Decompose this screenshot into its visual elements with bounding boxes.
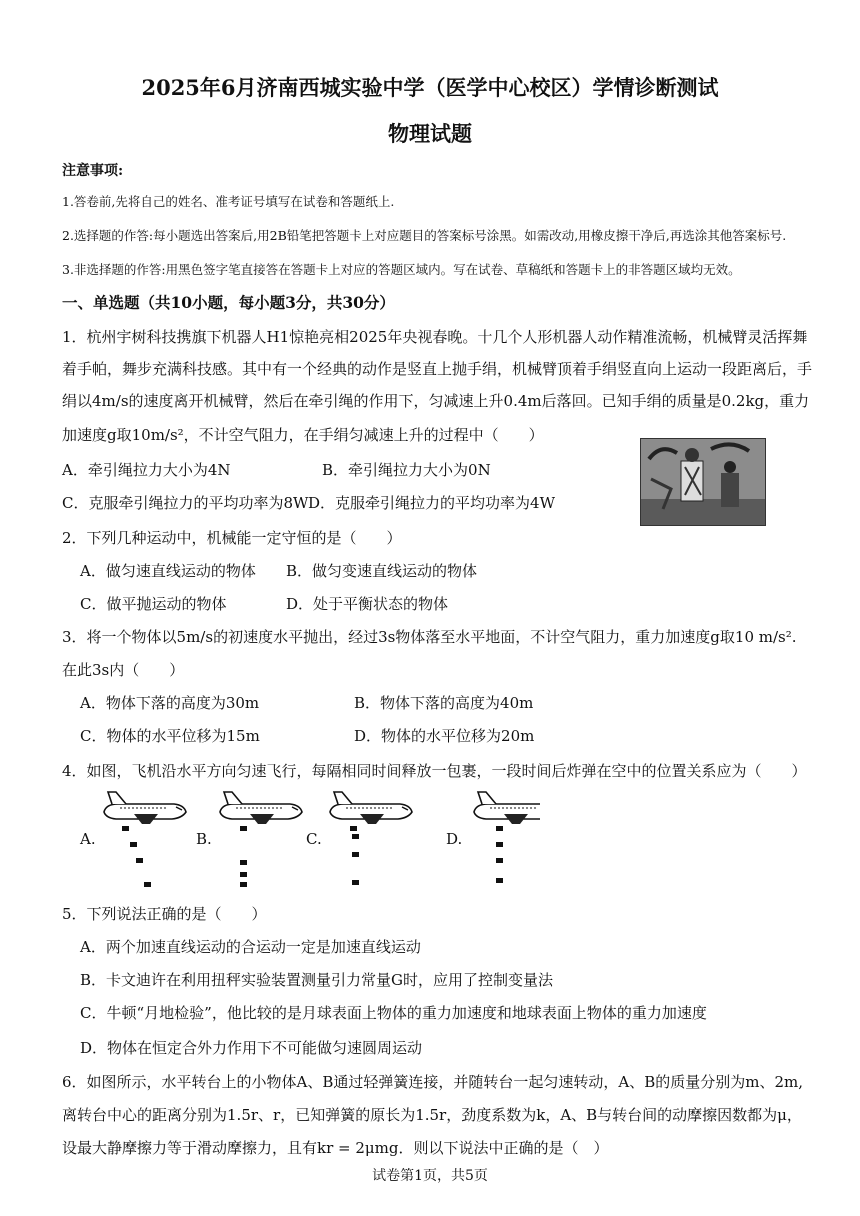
question-3-option-c: C．物体的水平位移为15m — [80, 727, 260, 745]
question-2-option-a: A．做匀速直线运动的物体 — [80, 562, 256, 580]
notice-item-2: 2.选择题的作答:每小题选出答案后,用2B铅笔把答题卡上对应题目的答案标号涂黑。如需改动,用橡皮擦干净后,再选涂其他答案标号. — [62, 228, 787, 243]
question-1-line-1: 1．杭州宇树科技携旗下机器人H1惊艳亮相2025年央视春晚。十几个人形机器人动作精准流畅，机械臂灵活挥舞 — [62, 328, 808, 346]
question-4-label-b: B. — [196, 830, 212, 848]
question-2-option-b: B．做匀变速直线运动的物体 — [286, 562, 478, 580]
notice-item-1: 1.答卷前,先将自己的姓名、准考证号填写在试卷和答题纸上. — [62, 194, 395, 209]
question-3-option-b: B．物体下落的高度为40m — [354, 694, 534, 712]
question-1-option-b: B．牵引绳拉力大小为0N — [322, 461, 491, 479]
question-5-stem: 5．下列说法正确的是（ ） — [62, 905, 267, 923]
question-4-airplanes-figure — [80, 786, 540, 896]
question-3-option-d: D．物体的水平位移为20m — [354, 727, 535, 745]
question-5-option-d: D．物体在恒定合外力作用下不可能做匀速圆周运动 — [80, 1039, 423, 1057]
question-1-option-c: C．克服牵引绳拉力的平均功率为8W — [62, 494, 309, 512]
question-5-option-b: B．卡文迪许在利用扭秤实验装置测量引力常量G时，应用了控制变量法 — [80, 971, 554, 989]
question-1-line-4: 加速度g取10m/s²，不计空气阻力，在手绢匀减速上升的过程中（ ） — [62, 426, 544, 444]
exam-subtitle: 物理试题 — [388, 121, 472, 146]
robot-photo — [640, 438, 766, 526]
question-6-line-3: 设最大静摩擦力等于滑动摩擦力，且有kr = 2μmg．则以下说法中正确的是（ ） — [62, 1139, 609, 1157]
question-6-line-1: 6．如图所示，水平转台上的小物体A、B通过轻弹簧连接，并随转台一起匀速转动，A、B的质量分别为m、2m, — [62, 1073, 804, 1091]
question-4-label-d: D. — [446, 830, 463, 848]
question-4-stem: 4．如图，飞机沿水平方向匀速飞行，每隔相同时间释放一包裹，一段时间后炸弹在空中的位置关系应为（ ） — [62, 762, 807, 780]
notice-item-3: 3.非选择题的作答:用黑色签字笔直接答在答题卡上对应的答题区域内。写在试卷、草稿纸和答题卡上的非答题区域均无效。 — [62, 262, 741, 277]
section-heading-single-choice: 一、单选题（共10小题，每小题3分，共30分） — [62, 293, 395, 312]
exam-title: 2025年6月济南西城实验中学（医学中心校区）学情诊断测试 — [141, 75, 719, 100]
question-2-stem: 2．下列几种运动中，机械能一定守恒的是（ ） — [62, 529, 402, 547]
question-1-line-3: 绢以4m/s的速度离开机械臂，然后在牵引绳的作用下，匀减速上升0.4m后落回。已知手绢的质量是0.2kg，重力 — [62, 392, 810, 410]
question-5-option-c: C．牛顿“月地检验”，他比较的是月球表面上物体的重力加速度和地球表面上物体的重力加速度 — [80, 1004, 707, 1022]
question-4-label-c: C. — [306, 830, 322, 848]
question-3-line-1: 3．将一个物体以5m/s的初速度水平抛出，经过3s物体落至水平地面，不计空气阻力，重力加速度g取10 m/s². — [62, 628, 797, 646]
question-1-option-a: A．牵引绳拉力大小为4N — [62, 461, 231, 479]
page-number: 试卷第1页，共5页 — [372, 1168, 488, 1184]
question-3-line-2: 在此3s内（ ） — [62, 661, 185, 679]
question-2-option-d: D．处于平衡状态的物体 — [286, 595, 449, 613]
question-5-option-a: A．两个加速直线运动的合运动一定是加速直线运动 — [80, 938, 421, 956]
question-4-label-a: A. — [80, 830, 96, 848]
question-6-line-2: 离转台中心的距离分别为1.5r、r，已知弹簧的原长为1.5r，劲度系数为k，A、B与转台间的动摩擦因数都为μ， — [62, 1106, 802, 1124]
question-3-option-a: A．物体下落的高度为30m — [80, 694, 260, 712]
notice-heading: 注意事项: — [62, 163, 124, 179]
question-1-option-d: D．克服牵引绳拉力的平均功率为4W — [308, 494, 555, 512]
question-2-option-c: C．做平抛运动的物体 — [80, 595, 227, 613]
question-1-line-2: 着手帕，舞步充满科技感。其中有一个经典的动作是竖直上抛手绢，机械臂顶着手绢竖直向上运动一段距离后，手 — [62, 360, 813, 378]
